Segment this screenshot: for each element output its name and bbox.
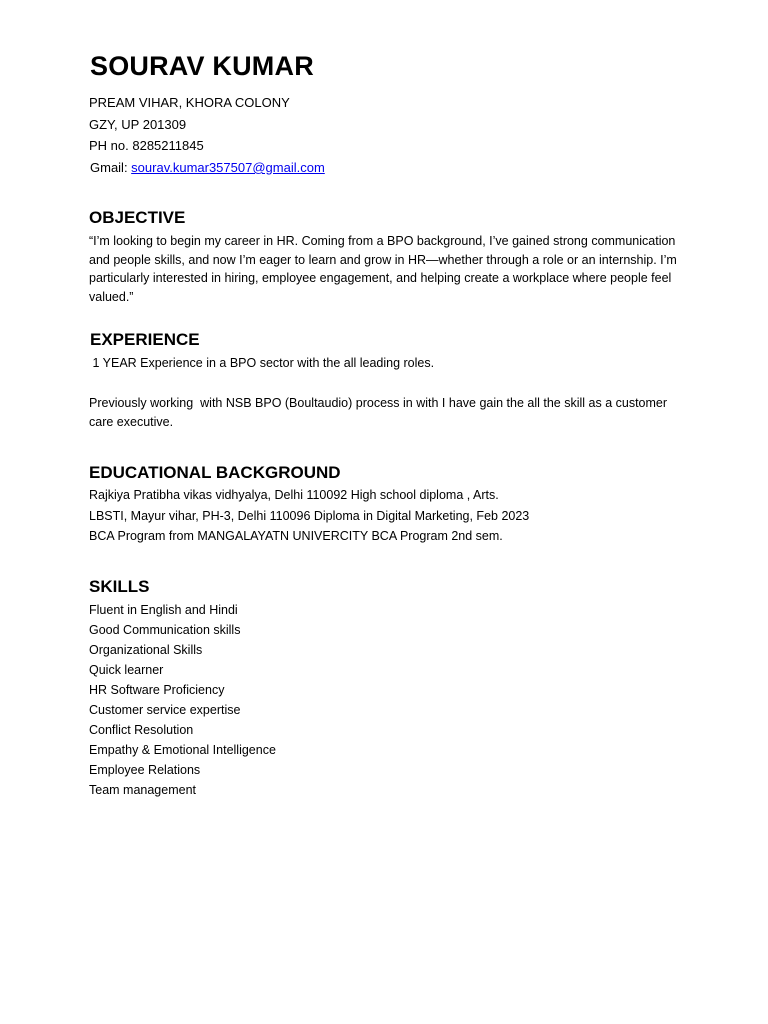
experience-summary: 1 YEAR Experience in a BPO sector with the all leading roles. [89,356,435,370]
skill-item: Customer service expertise [89,703,241,717]
education-item: LBSTI, Mayur vihar, PH-3, Delhi 110096 Diploma in Digital Marketing, Feb 2023 [89,509,530,523]
skill-item: Good Communication skills [89,623,241,637]
email-label: Gmail: [90,160,132,175]
skills-list [89,600,276,800]
skill-item: Employee Relations [89,763,201,777]
objective-heading: OBJECTIVE [89,208,186,227]
education-item: BCA Program from MANGALAYATN UNIVERCITY BCA Program 2nd sem. [89,529,503,543]
skills-heading: SKILLS [89,577,150,596]
experience-heading: EXPERIENCE [90,330,200,349]
address-line-1: PREAM VIHAR, KHORA COLONY [89,95,290,110]
education-item: Rajkiya Pratibha vikas vidhyalya, Delhi 110092 High school diploma , Arts. [89,488,499,502]
phone-number: PH no. 8285211845 [89,138,204,153]
address-line-2: GZY, UP 201309 [89,117,187,132]
skill-item: HR Software Proficiency [89,683,225,697]
candidate-name: SOURAV KUMAR [90,51,314,81]
skill-item: Organizational Skills [89,643,203,657]
education-heading: EDUCATIONAL BACKGROUND [89,463,341,482]
skill-item: Conflict Resolution [89,723,194,737]
skill-item: Team management [89,783,197,797]
email-link[interactable]: sourav.kumar357507@gmail.com [131,160,325,175]
email-line [90,160,325,176]
skill-item: Quick learner [89,663,164,677]
objective-text: “I’m looking to begin my career in HR. Coming from a BPO background, I’ve gained strong communication and people skills, and now I’m eager to learn and grow in HR—whether through a role or an internship. I’m particularly interested in hiring, employee engagement, and helping create a workplace where people feel valued.” [89,234,677,304]
experience-detail: Previously working with NSB BPO (Boultaudio) process in with I have gain the all the skill as a customer care executive. [89,396,671,429]
skill-item: Empathy & Emotional Intelligence [89,743,276,757]
skill-item: Fluent in English and Hindi [89,603,238,617]
